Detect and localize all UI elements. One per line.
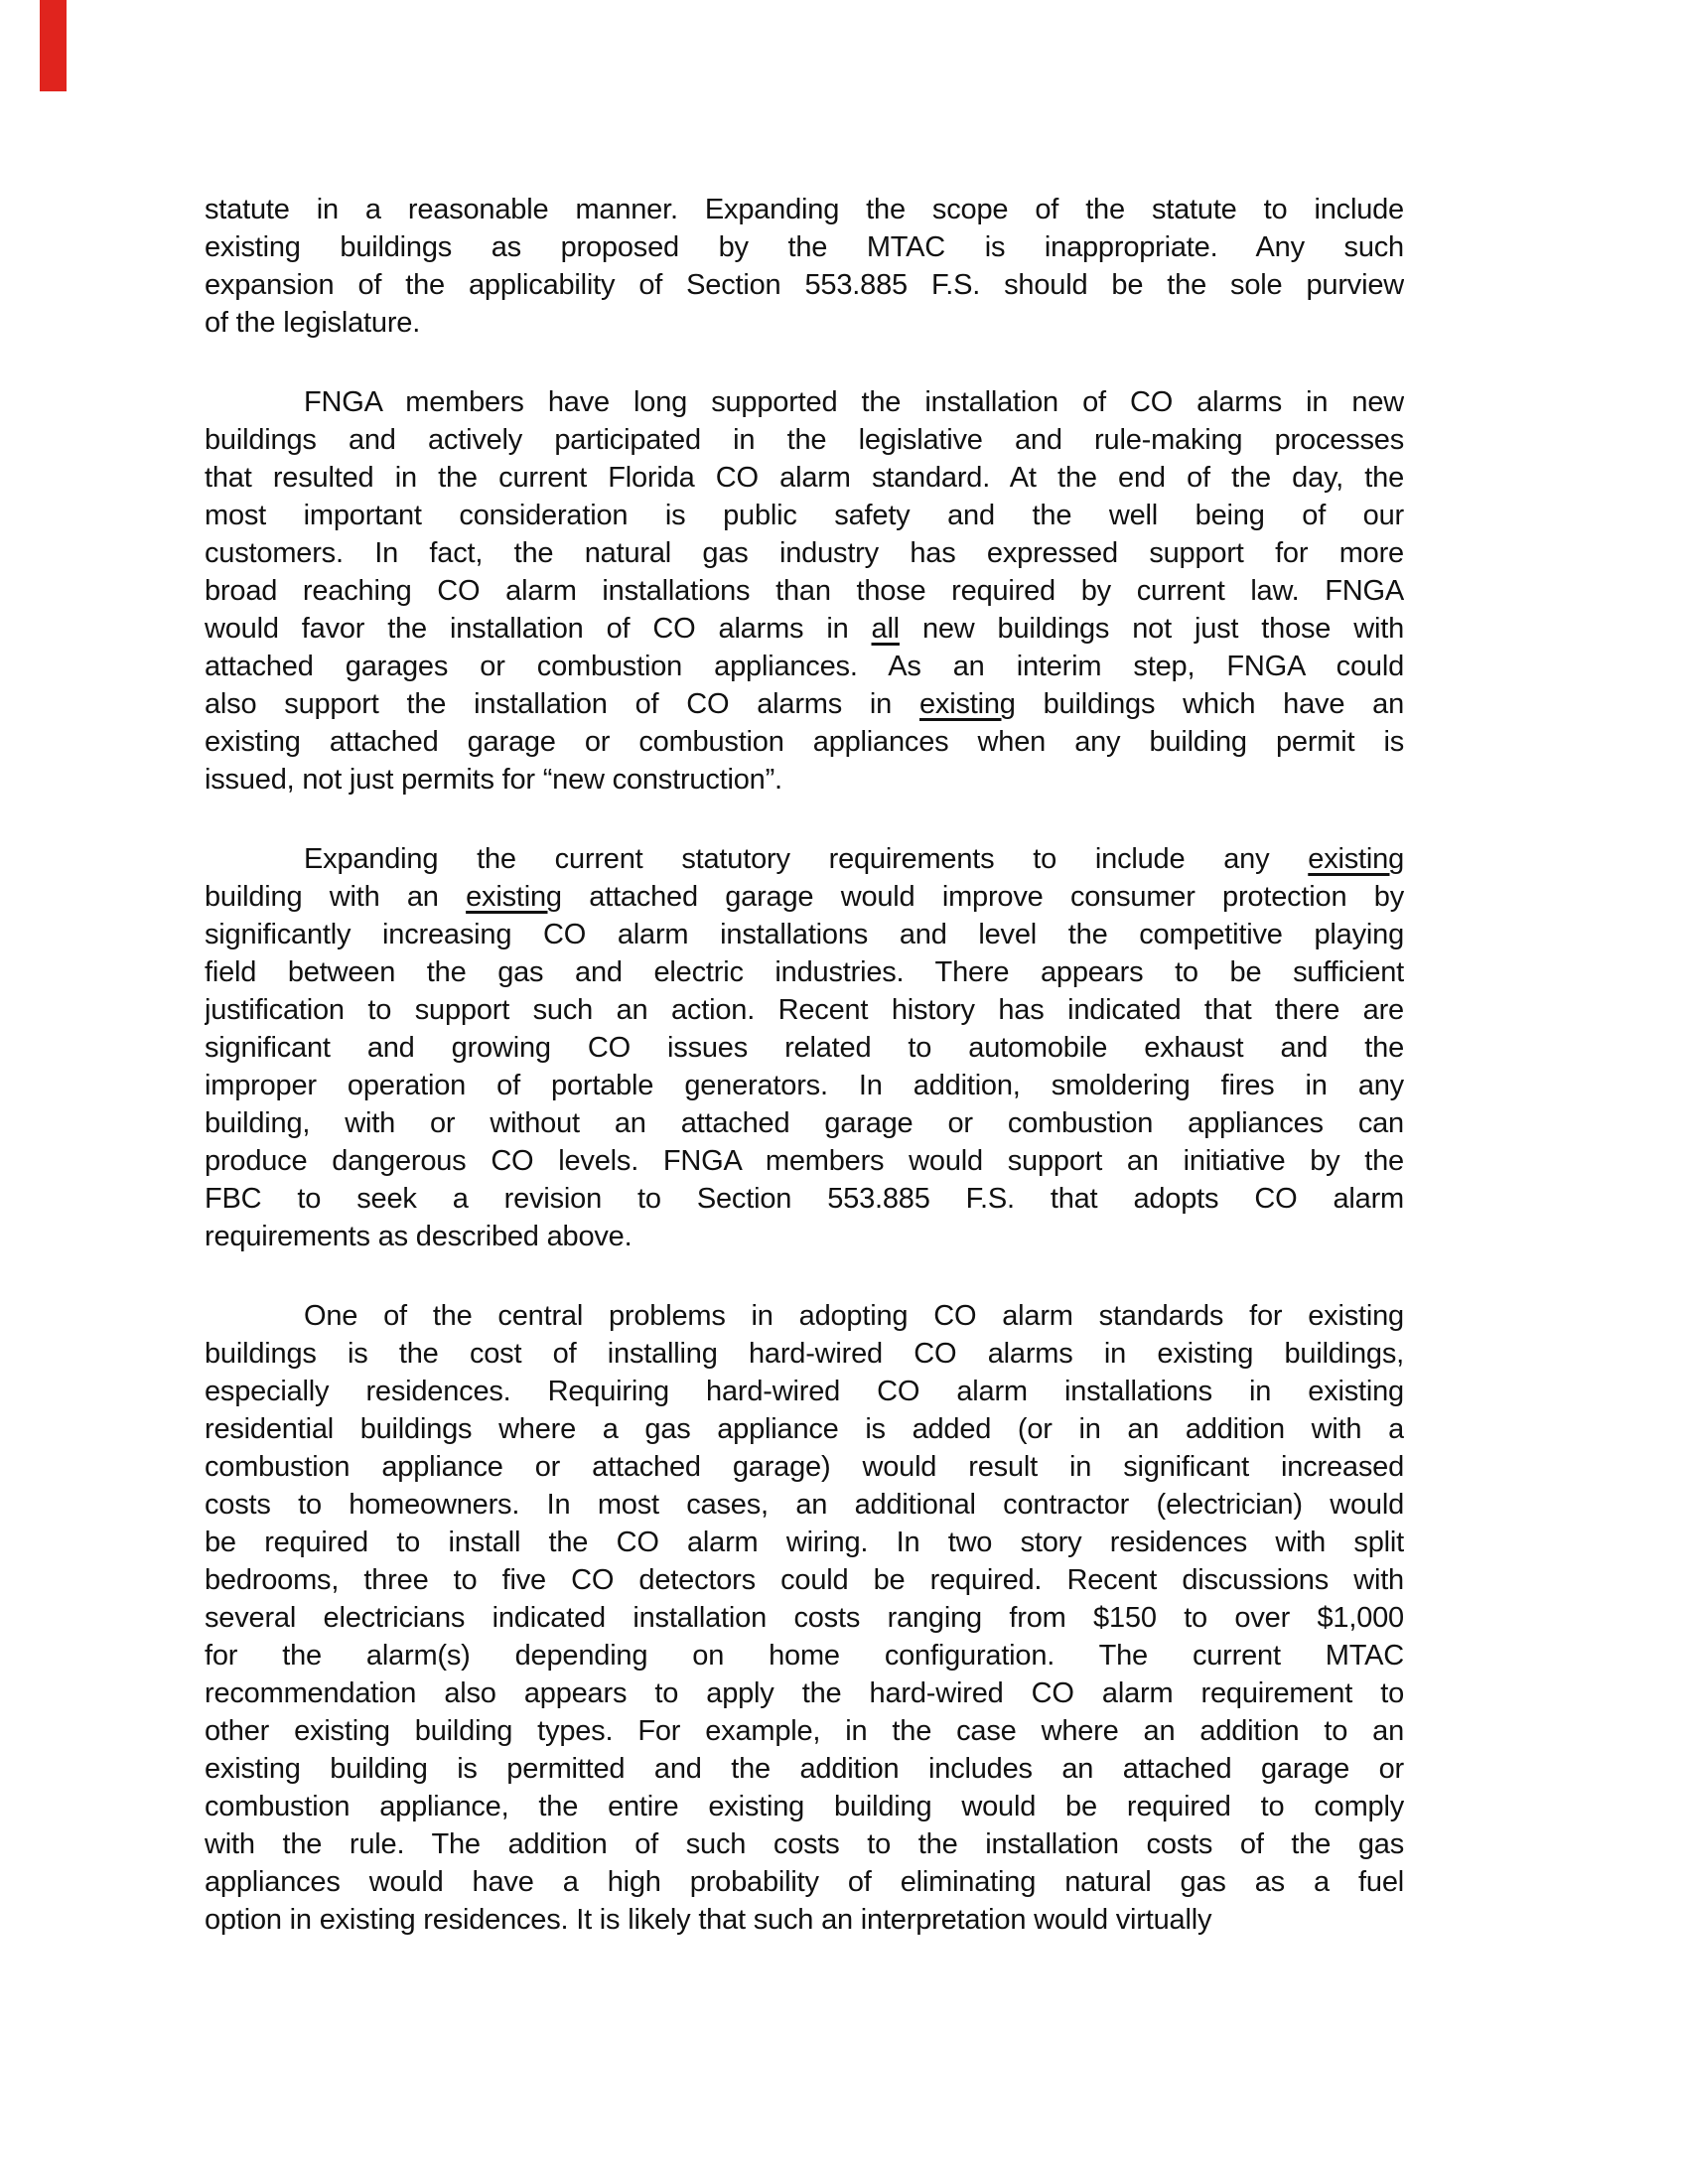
text-line: existing building is permitted and the addition includes an attached garage or (205, 1753, 1404, 1785)
text-line: bedrooms, three to five CO detectors could be required. Recent discussions with (205, 1564, 1404, 1596)
text-line: significantly increasing CO alarm installations and level the competitive playing (205, 919, 1404, 950)
text-line: One of the central problems in adopting CO alarm standards for existing (304, 1300, 1404, 1332)
underlined-text: existing (1308, 843, 1404, 875)
text-line: other existing building types. For example, in the case where an addition to an (205, 1715, 1404, 1747)
text-line: residential buildings where a gas appliance is added (or in an addition with a (205, 1413, 1404, 1445)
text-line: for the alarm(s) depending on home configuration. The current MTAC (205, 1640, 1404, 1672)
text-line: with the rule. The addition of such costs to the installation costs of the gas (205, 1828, 1404, 1860)
text-line: statute in a reasonable manner. Expanding the scope of the statute to include (205, 194, 1404, 225)
underlined-text: existing (918, 688, 1016, 720)
text-line: existing attached garage or combustion appliances when any building permit is (205, 726, 1404, 758)
text-line: that resulted in the current Florida CO alarm standard. At the end of the day, the (205, 462, 1404, 494)
text-line: FNGA members have long supported the installation of CO alarms in new (304, 386, 1404, 418)
underlined-text: existing (466, 881, 562, 913)
text-line: recommendation also appears to apply the hard-wired CO alarm requirement to (205, 1677, 1404, 1709)
text-line: most important consideration is public safety and the well being of our (205, 500, 1404, 531)
text-line: expansion of the applicability of Section 553.885 F.S. should be the sole purview (205, 269, 1404, 301)
document-body (205, 191, 1404, 1980)
text-line: field between the gas and electric industries. There appears to be sufficient (205, 956, 1404, 988)
text-line: broad reaching CO alarm installations than those required by current law. FNGA (205, 575, 1404, 607)
text-line: option in existing residences. It is likely that such an interpretation would virtually (205, 1904, 1212, 1936)
paragraph (205, 1297, 1404, 1939)
text-line: combustion appliance or attached garage) would result in significant increased (205, 1451, 1404, 1483)
text-line: several electricians indicated installation costs ranging from $150 to over $1,000 (205, 1602, 1404, 1634)
text-line: building with an existing attached garage would improve consumer protection by (205, 881, 1404, 913)
text-line: also support the installation of CO alarms in existing buildings which have an (205, 688, 1404, 720)
text-line: produce dangerous CO levels. FNGA members would support an initiative by the (205, 1145, 1404, 1177)
text-line: FBC to seek a revision to Section 553.885 F.S. that adopts CO alarm (205, 1183, 1404, 1215)
text-line: be required to install the CO alarm wiring. In two story residences with split (205, 1527, 1404, 1558)
text-line: buildings and actively participated in the legislative and rule-making processes (205, 424, 1404, 456)
paragraph (205, 840, 1404, 1255)
text-line: customers. In fact, the natural gas industry has expressed support for more (205, 537, 1404, 569)
red-scan-mark (40, 0, 67, 91)
text-line: combustion appliance, the entire existing building would be required to comply (205, 1791, 1404, 1822)
text-line: requirements as described above. (205, 1221, 633, 1252)
paragraph (205, 383, 1404, 799)
text-line: appliances would have a high probability of eliminating natural gas as a fuel (205, 1866, 1404, 1898)
text-line: building, with or without an attached garage or combustion appliances can (205, 1107, 1404, 1139)
text-line: issued, not just permits for “new construction”. (205, 764, 782, 796)
text-line: improper operation of portable generators. In addition, smoldering fires in any (205, 1070, 1404, 1101)
text-line: justification to support such an action. Recent history has indicated that there are (205, 994, 1404, 1026)
text-line: attached garages or combustion appliances. As an interim step, FNGA could (205, 651, 1404, 682)
text-line: existing buildings as proposed by the MTAC is inappropriate. Any such (205, 231, 1404, 263)
underlined-text: all (871, 613, 900, 645)
text-line: Expanding the current statutory requirements to include any existing (304, 843, 1404, 875)
paragraph (205, 191, 1404, 342)
text-line: especially residences. Requiring hard-wired CO alarm installations in existing (205, 1376, 1404, 1407)
text-line: would favor the installation of CO alarms in all new buildings not just those with (205, 613, 1404, 645)
text-line: of the legislature. (205, 307, 421, 339)
text-line: buildings is the cost of installing hard-wired CO alarms in existing buildings, (205, 1338, 1404, 1370)
text-line: significant and growing CO issues related to automobile exhaust and the (205, 1032, 1404, 1064)
text-line: costs to homeowners. In most cases, an additional contractor (electrician) would (205, 1489, 1404, 1521)
